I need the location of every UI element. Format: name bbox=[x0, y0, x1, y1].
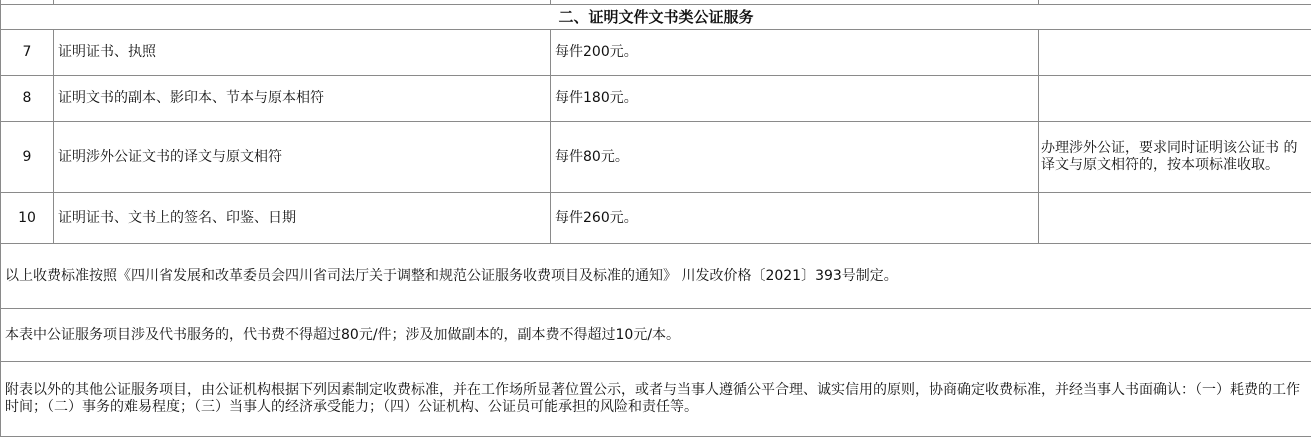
table-row bbox=[1, 30, 1311, 76]
remark bbox=[1039, 193, 1311, 244]
row-index: 10 bbox=[1, 193, 54, 244]
table-row bbox=[1, 122, 1311, 193]
fee-standard: 每件80元。 bbox=[551, 122, 1039, 193]
note-row bbox=[1, 362, 1311, 437]
service-item: 证明证书、执照 bbox=[54, 30, 551, 76]
other-services-note: 附表以外的其他公证服务项目，由公证机构根据下列因素制定收费标准，并在工作场所显著位置公示，或者与当事人遵循公平合理、诚实信用的原则，协商确定收费标准，并经当事人书面确认：（一）耗费的工作时间；（二）事务的难易程度；（三）当事人的经济承受能力；（四）公证机构、公证员可能承担的风险和责任等。 bbox=[1, 362, 1311, 437]
note-row bbox=[1, 309, 1311, 362]
table-row bbox=[1, 193, 1311, 244]
table-row bbox=[1, 76, 1311, 122]
remark bbox=[1039, 30, 1311, 76]
service-item: 证明证书、文书上的签名、印鉴、日期 bbox=[54, 193, 551, 244]
row-index: 8 bbox=[1, 76, 54, 122]
service-item: 证明文书的副本、影印本、节本与原本相符 bbox=[54, 76, 551, 122]
remark bbox=[1039, 76, 1311, 122]
remark: 办理涉外公证，要求同时证明该公证书 的译文与原文相符的，按本项标准收取。 bbox=[1039, 122, 1311, 193]
row-index: 7 bbox=[1, 30, 54, 76]
fee-standard: 每件260元。 bbox=[551, 193, 1039, 244]
section-header-row bbox=[1, 5, 1311, 30]
note-row bbox=[1, 244, 1311, 309]
row-index: 9 bbox=[1, 122, 54, 193]
fee-basis-note: 以上收费标准按照《四川省发展和改革委员会四川省司法厅关于调整和规范公证服务收费项目及标准的通知》 川发改价格〔2021〕393号制定。 bbox=[1, 244, 1311, 309]
section-title: 二、证明文件文书类公证服务 bbox=[1, 5, 1311, 30]
drafting-fee-note: 本表中公证服务项目涉及代书服务的，代书费不得超过80元/件；涉及加做副本的，副本费不得超过10元/本。 bbox=[1, 309, 1311, 362]
fee-standard: 每件200元。 bbox=[551, 30, 1039, 76]
fee-standard: 每件180元。 bbox=[551, 76, 1039, 122]
service-item: 证明涉外公证文书的译文与原文相符 bbox=[54, 122, 551, 193]
